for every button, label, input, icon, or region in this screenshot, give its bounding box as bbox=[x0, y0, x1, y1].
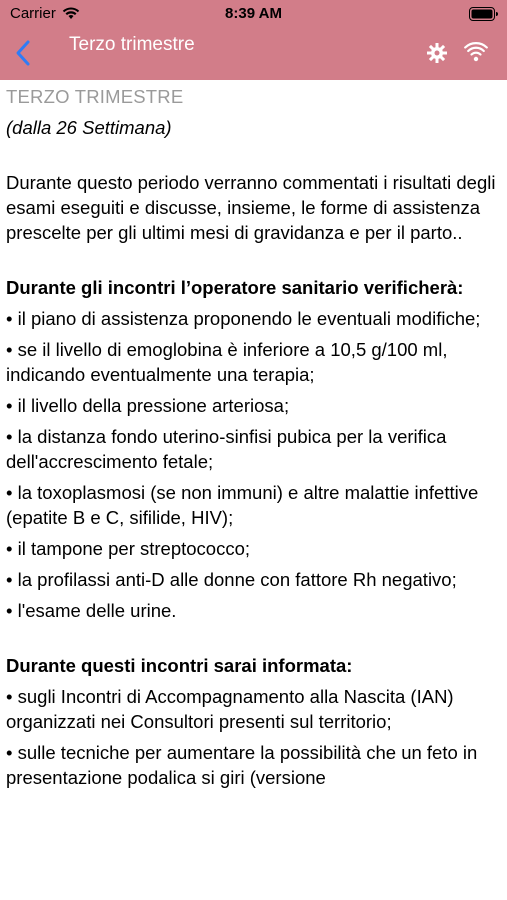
navigation-bar bbox=[0, 28, 507, 80]
page-title: Terzo trimestre bbox=[69, 34, 195, 55]
list-item: • sulle tecniche per aumentare la possibilità che un feto in presentazione podalica si giri (versione bbox=[6, 742, 478, 788]
list-item: • la profilassi anti-D alle donne con fattore Rh negativo; bbox=[6, 569, 457, 590]
list-item: • se il livello di emoglobina è inferiore a 10,5 g/100 ml, indicando eventualmente una terapia; bbox=[6, 339, 448, 385]
info-heading: Durante questi incontri sarai informata: bbox=[6, 655, 353, 676]
list-item: • il tampone per streptococco; bbox=[6, 538, 251, 559]
subtitle: (dalla 26 Settimana) bbox=[6, 117, 172, 138]
checks-heading: Durante gli incontri l’operatore sanitario verificherà: bbox=[6, 277, 464, 298]
list-item: • il piano di assistenza proponendo le eventuali modifiche; bbox=[6, 308, 481, 329]
list-item: • sugli Incontri di Accompagnamento alla Nascita (IAN) organizzati nei Consultori presenti sul territorio; bbox=[6, 686, 454, 732]
list-item: • il livello della pressione arteriosa; bbox=[6, 395, 290, 416]
list-item: • la toxoplasmosi (se non immuni) e altre malattie infettive (epatite B e C, sifilide, HIV); bbox=[6, 482, 479, 528]
carrier-label: Carrier bbox=[10, 5, 56, 22]
wifi-icon[interactable] bbox=[464, 41, 488, 63]
chevron-left-icon[interactable] bbox=[12, 38, 36, 68]
gear-icon[interactable] bbox=[426, 42, 448, 64]
battery-icon bbox=[469, 7, 498, 21]
header-bar bbox=[0, 0, 507, 80]
intro-paragraph: Durante questo periodo verranno commentati i risultati degli esami eseguiti e discusse, insieme, le forme di assistenza prescelte per gli ultimi mesi di gravidanza e per il parto.. bbox=[6, 172, 496, 243]
list-item: • l'esame delle urine. bbox=[6, 600, 177, 621]
clock: 8:39 AM bbox=[225, 5, 282, 22]
article-content bbox=[6, 84, 502, 796]
section-heading: TERZO TRIMESTRE bbox=[6, 86, 184, 107]
status-bar bbox=[0, 0, 507, 28]
list-item: • la distanza fondo uterino-sinfisi pubica per la verifica dell'accrescimento fetale; bbox=[6, 426, 447, 472]
